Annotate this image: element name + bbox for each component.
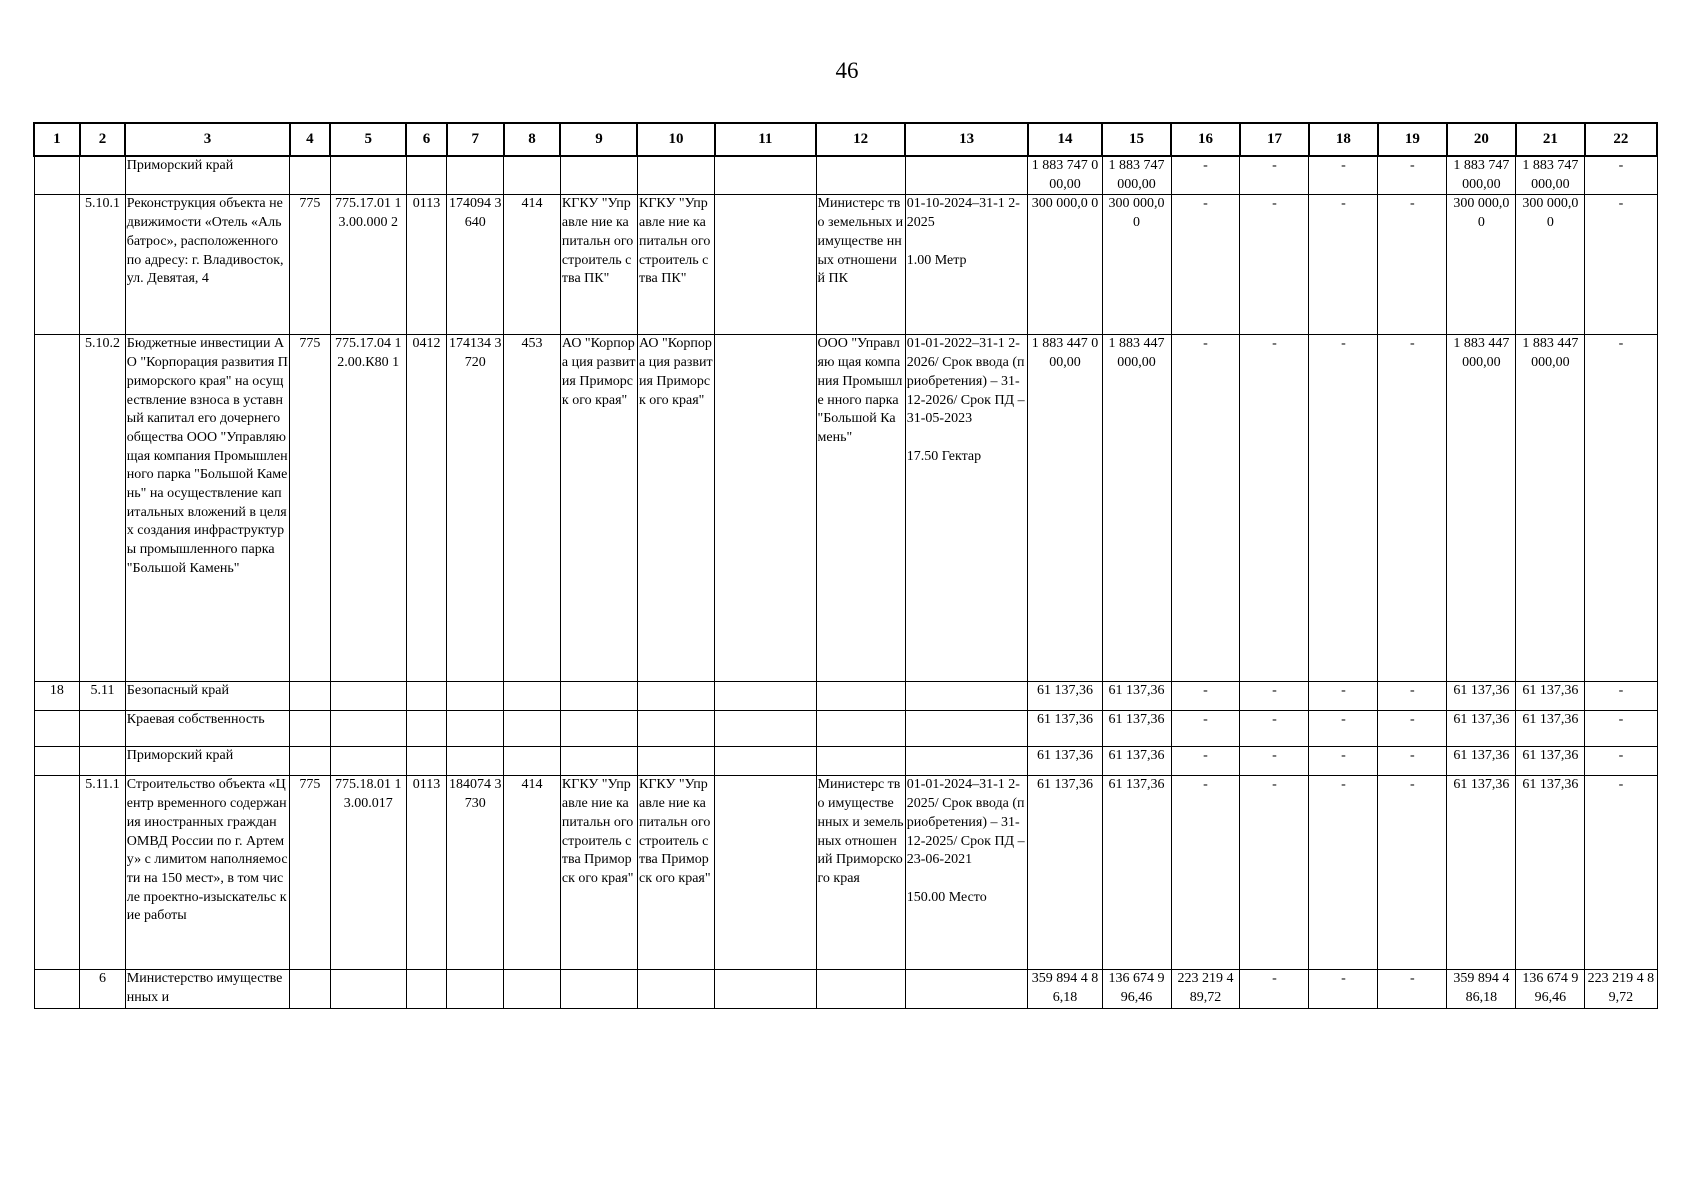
cell-col-1: 18	[34, 682, 80, 711]
table-row	[34, 682, 1657, 711]
cell-col-17: -	[1240, 747, 1309, 776]
cell-col-1	[34, 776, 80, 970]
column-header-11: 11	[715, 123, 816, 156]
cell-col-22: -	[1585, 711, 1657, 747]
cell-col-12	[816, 711, 905, 747]
cell-col-18: -	[1309, 747, 1378, 776]
cell-col-18: -	[1309, 682, 1378, 711]
cell-col-9	[560, 682, 637, 711]
cell-col-1	[34, 970, 80, 1008]
cell-col-18: -	[1309, 970, 1378, 1008]
cell-col-9: КГКУ "Управле ние капитальн ого строитель ства Приморск ого края"	[560, 776, 637, 970]
cell-col-12: ООО "Управляю щая компания Промышле нного парка "Большой Камень"	[816, 335, 905, 682]
cell-col-14: 300 000,0 0	[1028, 195, 1102, 335]
cell-col-5	[330, 711, 406, 747]
header-row	[34, 123, 1657, 156]
cell-col-15: 61 137,36	[1102, 682, 1171, 711]
cell-col-3: Бюджетные инвестиции АО "Корпорация развития Приморского края" на осуществление взноса в уставный капитал его дочернего общества ООО "Управляющая компания Промышленного парка "Большой Камень" на осуществление капитальных вложений в целях создания инфраструктуры промышленного парка "Большой Камень"	[125, 335, 289, 682]
cell-col-15: 61 137,36	[1102, 747, 1171, 776]
cell-col-4	[290, 747, 331, 776]
cell-col-18: -	[1309, 776, 1378, 970]
cell-col-11	[715, 711, 816, 747]
cell-col-13	[905, 747, 1028, 776]
table-row	[34, 970, 1657, 1008]
cell-col-7: 174094 3640	[447, 195, 504, 335]
cell-col-20: 61 137,36	[1447, 776, 1516, 970]
cell-col-10	[637, 747, 714, 776]
cell-col-11	[715, 776, 816, 970]
cell-col-4	[290, 970, 331, 1008]
cell-col-6: 0412	[406, 335, 447, 682]
table-row	[34, 776, 1657, 970]
cell-col-15: 61 137,36	[1102, 776, 1171, 970]
cell-col-20: 1 883 447 000,00	[1447, 335, 1516, 682]
cell-col-16: -	[1171, 747, 1240, 776]
cell-col-5	[330, 156, 406, 195]
cell-col-11	[715, 970, 816, 1008]
cell-col-14: 1 883 747 000,00	[1028, 156, 1102, 195]
cell-col-4	[290, 711, 331, 747]
cell-col-7	[447, 156, 504, 195]
cell-col-15: 61 137,36	[1102, 711, 1171, 747]
column-header-21: 21	[1516, 123, 1585, 156]
cell-col-22: -	[1585, 335, 1657, 682]
cell-col-8	[504, 970, 561, 1008]
page-number: 46	[835, 58, 859, 83]
cell-col-14: 61 137,36	[1028, 747, 1102, 776]
cell-col-22: 223 219 4 89,72	[1585, 970, 1657, 1008]
cell-col-1	[34, 747, 80, 776]
cell-col-9	[560, 156, 637, 195]
table-body	[34, 156, 1657, 1008]
table-row	[34, 747, 1657, 776]
column-header-13: 13	[905, 123, 1028, 156]
investment-table	[33, 122, 1658, 1009]
cell-col-21: 61 137,36	[1516, 747, 1585, 776]
column-header-16: 16	[1171, 123, 1240, 156]
column-header-7: 7	[447, 123, 504, 156]
cell-col-13	[905, 711, 1028, 747]
cell-col-2: 5.10.2	[80, 335, 126, 682]
cell-col-6	[406, 682, 447, 711]
column-header-18: 18	[1309, 123, 1378, 156]
cell-col-7	[447, 970, 504, 1008]
cell-col-15: 1 883 747 000,00	[1102, 156, 1171, 195]
cell-col-8: 453	[504, 335, 561, 682]
cell-col-7: 184074 3730	[447, 776, 504, 970]
cell-col-13: 01-10-2024–31-1 2-2025 1.00 Метр	[905, 195, 1028, 335]
cell-col-8	[504, 747, 561, 776]
cell-col-21: 1 883 447 000,00	[1516, 335, 1585, 682]
cell-col-4: 775	[290, 335, 331, 682]
cell-col-10: КГКУ "Управле ние капитальн ого строитель ства Приморск ого края"	[637, 776, 714, 970]
cell-col-11	[715, 195, 816, 335]
table-row	[34, 335, 1657, 682]
column-header-4: 4	[290, 123, 331, 156]
cell-col-16: -	[1171, 776, 1240, 970]
cell-col-4: 775	[290, 195, 331, 335]
cell-col-11	[715, 156, 816, 195]
cell-col-20: 61 137,36	[1447, 711, 1516, 747]
cell-col-7: 174134 3720	[447, 335, 504, 682]
cell-col-13: 01-01-2024–31-1 2-2025/ Срок ввода (приобретения) – 31-12-2025/ Срок ПД – 23-06-2021 150.00 Место	[905, 776, 1028, 970]
cell-col-6	[406, 711, 447, 747]
table-row	[34, 195, 1657, 335]
cell-col-5: 775.17.01 13.00.000 2	[330, 195, 406, 335]
cell-col-5	[330, 747, 406, 776]
cell-col-8	[504, 156, 561, 195]
cell-col-5: 775.17.04 12.00.К80 1	[330, 335, 406, 682]
cell-col-19: -	[1378, 970, 1447, 1008]
cell-col-20: 359 894 4 86,18	[1447, 970, 1516, 1008]
cell-col-15: 136 674 9 96,46	[1102, 970, 1171, 1008]
cell-col-16: -	[1171, 335, 1240, 682]
cell-col-16: -	[1171, 711, 1240, 747]
cell-col-11	[715, 682, 816, 711]
cell-col-19: -	[1378, 747, 1447, 776]
cell-col-22: -	[1585, 776, 1657, 970]
cell-col-19: -	[1378, 156, 1447, 195]
cell-col-6	[406, 970, 447, 1008]
cell-col-19: -	[1378, 682, 1447, 711]
cell-col-17: -	[1240, 776, 1309, 970]
cell-col-21: 61 137,36	[1516, 711, 1585, 747]
cell-col-17: -	[1240, 711, 1309, 747]
column-header-20: 20	[1447, 123, 1516, 156]
column-header-9: 9	[560, 123, 637, 156]
cell-col-14: 61 137,36	[1028, 776, 1102, 970]
cell-col-11	[715, 747, 816, 776]
cell-col-4: 775	[290, 776, 331, 970]
cell-col-17: -	[1240, 682, 1309, 711]
cell-col-14: 1 883 447 000,00	[1028, 335, 1102, 682]
cell-col-22: -	[1585, 747, 1657, 776]
cell-col-2: 6	[80, 970, 126, 1008]
column-header-19: 19	[1378, 123, 1447, 156]
cell-col-10: АО "Корпора ция развития Приморск ого края"	[637, 335, 714, 682]
cell-col-17: -	[1240, 156, 1309, 195]
column-header-1: 1	[34, 123, 80, 156]
cell-col-7	[447, 747, 504, 776]
column-header-12: 12	[816, 123, 905, 156]
cell-col-9: АО "Корпора ция развития Приморск ого края"	[560, 335, 637, 682]
table-row	[34, 156, 1657, 195]
column-header-8: 8	[504, 123, 561, 156]
table-row	[34, 711, 1657, 747]
cell-col-19: -	[1378, 335, 1447, 682]
cell-col-14: 61 137,36	[1028, 682, 1102, 711]
cell-col-6	[406, 156, 447, 195]
cell-col-14: 61 137,36	[1028, 711, 1102, 747]
cell-col-16: -	[1171, 156, 1240, 195]
cell-col-20: 61 137,36	[1447, 682, 1516, 711]
cell-col-1	[34, 711, 80, 747]
cell-col-8	[504, 682, 561, 711]
cell-col-16: -	[1171, 682, 1240, 711]
cell-col-14: 359 894 4 86,18	[1028, 970, 1102, 1008]
cell-col-3: Реконструкция объекта недвижимости «Отель «Альбатрос», расположенного по адресу: г. Владивосток, ул. Девятая, 4	[125, 195, 289, 335]
cell-col-2	[80, 711, 126, 747]
cell-col-5	[330, 970, 406, 1008]
cell-col-15: 1 883 447 000,00	[1102, 335, 1171, 682]
cell-col-6	[406, 747, 447, 776]
cell-col-20: 61 137,36	[1447, 747, 1516, 776]
cell-col-12	[816, 156, 905, 195]
cell-col-8: 414	[504, 195, 561, 335]
cell-col-18: -	[1309, 195, 1378, 335]
cell-col-21: 136 674 9 96,46	[1516, 970, 1585, 1008]
cell-col-8: 414	[504, 776, 561, 970]
cell-col-2	[80, 156, 126, 195]
cell-col-18: -	[1309, 156, 1378, 195]
cell-col-18: -	[1309, 711, 1378, 747]
cell-col-18: -	[1309, 335, 1378, 682]
cell-col-22: -	[1585, 682, 1657, 711]
cell-col-12: Министерс тво имуществе нных и земельных отношений Приморско го края	[816, 776, 905, 970]
cell-col-13: 01-01-2022–31-1 2-2026/ Срок ввода (приобретения) – 31-12-2026/ Срок ПД – 31-05-2023 17.50 Гектар	[905, 335, 1028, 682]
cell-col-4	[290, 156, 331, 195]
cell-col-5: 775.18.01 13.00.017	[330, 776, 406, 970]
cell-col-16: -	[1171, 195, 1240, 335]
cell-col-6: 0113	[406, 776, 447, 970]
cell-col-1	[34, 335, 80, 682]
cell-col-9	[560, 711, 637, 747]
cell-col-9: КГКУ "Управле ние капитальн ого строитель ства ПК"	[560, 195, 637, 335]
cell-col-13	[905, 682, 1028, 711]
cell-col-21: 1 883 747 000,00	[1516, 156, 1585, 195]
cell-col-2: 5.10.1	[80, 195, 126, 335]
cell-col-1	[34, 156, 80, 195]
cell-col-19: -	[1378, 776, 1447, 970]
cell-col-11	[715, 335, 816, 682]
cell-col-21: 61 137,36	[1516, 682, 1585, 711]
cell-col-17: -	[1240, 195, 1309, 335]
cell-col-12	[816, 747, 905, 776]
cell-col-1	[34, 195, 80, 335]
column-header-10: 10	[637, 123, 714, 156]
cell-col-7	[447, 682, 504, 711]
column-header-2: 2	[80, 123, 126, 156]
cell-col-3: Краевая собственность	[125, 711, 289, 747]
cell-col-2	[80, 747, 126, 776]
cell-col-3: Министерство имущественных и	[125, 970, 289, 1008]
column-header-15: 15	[1102, 123, 1171, 156]
cell-col-10	[637, 682, 714, 711]
cell-col-10	[637, 156, 714, 195]
cell-col-5	[330, 682, 406, 711]
cell-col-17: -	[1240, 970, 1309, 1008]
column-header-3: 3	[125, 123, 289, 156]
cell-col-22: -	[1585, 156, 1657, 195]
cell-col-7	[447, 711, 504, 747]
column-header-22: 22	[1585, 123, 1657, 156]
cell-col-3: Безопасный край	[125, 682, 289, 711]
cell-col-10	[637, 970, 714, 1008]
cell-col-6: 0113	[406, 195, 447, 335]
cell-col-4	[290, 682, 331, 711]
cell-col-13	[905, 970, 1028, 1008]
cell-col-17: -	[1240, 335, 1309, 682]
cell-col-16: 223 219 4 89,72	[1171, 970, 1240, 1008]
cell-col-21: 300 000,0 0	[1516, 195, 1585, 335]
cell-col-8	[504, 711, 561, 747]
column-header-17: 17	[1240, 123, 1309, 156]
cell-col-12	[816, 970, 905, 1008]
cell-col-9	[560, 970, 637, 1008]
cell-col-20: 300 000,0 0	[1447, 195, 1516, 335]
column-header-5: 5	[330, 123, 406, 156]
cell-col-3: Приморский край	[125, 747, 289, 776]
cell-col-10: КГКУ "Управле ние капитальн ого строитель ства ПК"	[637, 195, 714, 335]
cell-col-12	[816, 682, 905, 711]
cell-col-19: -	[1378, 711, 1447, 747]
cell-col-3: Приморский край	[125, 156, 289, 195]
cell-col-3: Строительство объекта «Центр временного содержания иностранных граждан ОМВД России по г. Артему» с лимитом наполняемости на 150 мест», в том числе проектно-изыскательс кие работы	[125, 776, 289, 970]
cell-col-2: 5.11.1	[80, 776, 126, 970]
column-header-6: 6	[406, 123, 447, 156]
cell-col-15: 300 000,0 0	[1102, 195, 1171, 335]
cell-col-21: 61 137,36	[1516, 776, 1585, 970]
column-header-14: 14	[1028, 123, 1102, 156]
cell-col-10	[637, 711, 714, 747]
cell-col-2: 5.11	[80, 682, 126, 711]
cell-col-22: -	[1585, 195, 1657, 335]
cell-col-12: Министерс тво земельных и имуществе нных отношений ПК	[816, 195, 905, 335]
cell-col-13	[905, 156, 1028, 195]
cell-col-19: -	[1378, 195, 1447, 335]
cell-col-9	[560, 747, 637, 776]
cell-col-20: 1 883 747 000,00	[1447, 156, 1516, 195]
